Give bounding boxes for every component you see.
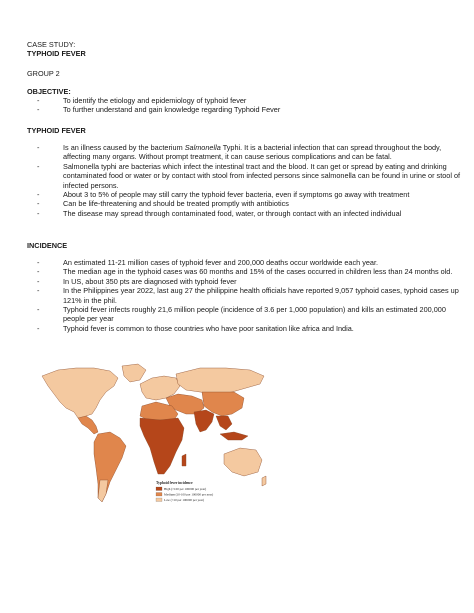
case-study-label: CASE STUDY: [27, 40, 76, 49]
list-item: - Typhoid fever infects roughly 21,6 million people (incidence of 3.6 per 1,000 population) and kills an estimated 200,000 people per year [37, 305, 463, 324]
list-item: - The disease may spread through contaminated food, water, or through contact with an infected individual [37, 209, 463, 218]
list-item: - The median age in the typhoid cases was 60 months and 15% of the cases occurred in children less than 24 months old. [37, 267, 463, 276]
list-item: - To further understand and gain knowledge regarding Typhoid Fever [37, 105, 463, 114]
list-item: - Typhoid fever is common to those countries who have poor sanitation like africa and India. [37, 324, 463, 333]
madagascar-region [182, 454, 186, 466]
list-item: - Can be life-threatening and should be treated promptly with antibiotics [37, 199, 463, 208]
typhoid-incidence-map [36, 362, 270, 518]
new-zealand-region [262, 476, 266, 486]
legend-label-low: Low (<10 per 100000 per year) [164, 498, 205, 503]
incidence-heading: INCIDENCE [27, 241, 68, 250]
legend-label-high: High (>100 per 100000 per year) [164, 487, 207, 492]
legend-swatch-medium [156, 493, 162, 497]
italic-term: Salmonella [184, 143, 221, 152]
typhoid-fever-list [37, 143, 463, 218]
legend-swatch-low [156, 498, 162, 502]
list-item: - In US, about 350 pts are diagnosed with typhoid fever [37, 277, 463, 286]
legend-label-medium: Medium (10-100 per 100000 per year) [164, 492, 214, 497]
list-item: - In the Philippines year 2022, last aug 27 the philippine health officials have reported 9,057 typhoid cases, typhoid cases up 121% in the phil. [37, 286, 463, 305]
world-map-graphic [36, 362, 270, 518]
list-item: - To identify the etiology and epidemiology of typhoid fever [37, 96, 463, 105]
group-label: GROUP 2 [27, 69, 60, 78]
incidence-list [37, 258, 463, 333]
list-item: - About 3 to 5% of people may still carry the typhoid fever bacteria, even if symptoms go away with treatment [37, 190, 463, 199]
legend-swatch-high [156, 487, 162, 491]
list-item: - Salmonella typhi are bacterias which infect the intestinal tract and the blood. It can get or spread by eating and drinking contaminated food or water or by contact with stool from infected persons since salmonella can be found in urine or stool of infected persons. [37, 162, 463, 190]
document-title: TYPHOID FEVER [27, 49, 86, 58]
objective-heading: OBJECTIVE: [27, 87, 71, 96]
list-item: - Is an illness caused by the bacterium Salmonella Typhi. It is a bacterial infection that can spread throughout the body, affecting many organs. Without prompt treatment, it can cause serious complications and can be fatal. [37, 143, 463, 162]
typhoid-fever-heading: TYPHOID FEVER [27, 126, 86, 135]
objective-list [37, 96, 463, 115]
list-item: - An estimated 11-21 million cases of typhoid fever and 200,000 deaths occur worldwide each year. [37, 258, 463, 267]
legend-title: Typhoid fever incidence [156, 481, 193, 485]
